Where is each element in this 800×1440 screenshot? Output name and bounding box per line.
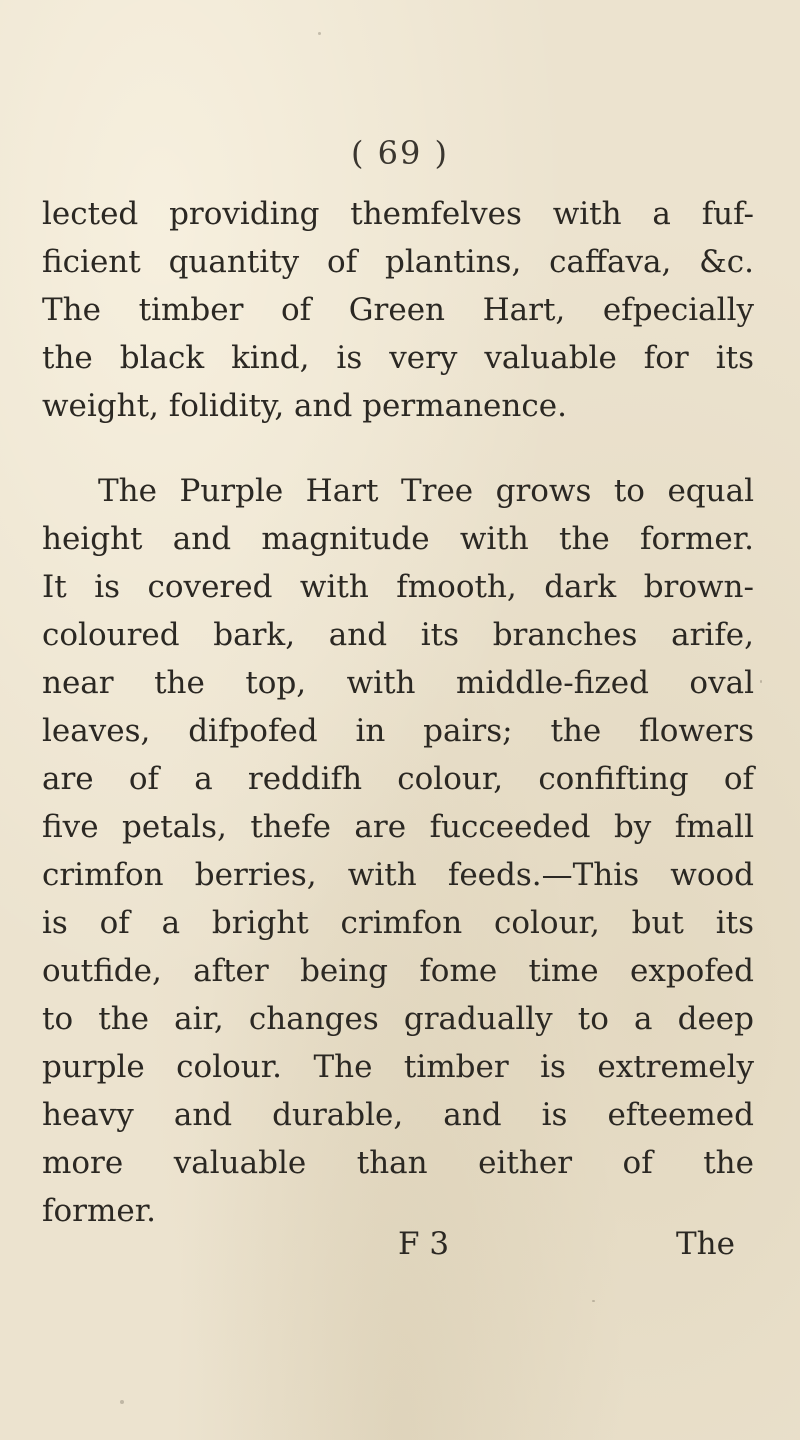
text-line: are of a reddifh colour, confifting of [42, 761, 754, 797]
text-line: lected providing themfelves with a fuf- [42, 196, 754, 232]
text-line: the black kind, is very valuable for its [42, 340, 754, 376]
text-line: to the air, changes gradually to a deep [42, 1001, 754, 1037]
text-line: crimfon berries, with feeds.—This wood [42, 857, 754, 893]
text-line: weight, folidity, and permanence. [42, 388, 567, 424]
paper-speck [120, 1400, 124, 1404]
text-line: leaves, difpofed in pairs; the flowers [42, 713, 754, 749]
text-line: The timber of Green Hart, efpecially [42, 292, 754, 328]
text-line: coloured bark, and its branches arife, [42, 617, 754, 653]
text-line: five petals, thefe are fucceeded by fmall [42, 809, 754, 845]
paragraph-purple-hart [42, 467, 754, 1235]
paper-speck [592, 1300, 595, 1302]
signature-mark: F 3 [398, 1226, 450, 1262]
text-line: near the top, with middle-fized oval [42, 665, 754, 701]
text-line: more valuable than either of the [42, 1145, 754, 1181]
text-line: purple colour. The timber is extremely [42, 1049, 754, 1085]
text-line: The Purple Hart Tree grows to equal [98, 473, 754, 509]
catchword: The [676, 1226, 735, 1262]
paper-speck [318, 32, 321, 35]
page-number: ( 69 ) [350, 134, 450, 172]
text-line: ficient quantity of plantins, caffava, &c. [42, 244, 754, 280]
paper-speck [760, 680, 762, 683]
text-line: heavy and durable, and is efteemed [42, 1097, 754, 1133]
text-line: former. [42, 1193, 156, 1229]
text-line: It is covered with fmooth, dark brown- [42, 569, 754, 605]
page-footer [0, 1222, 800, 1266]
paragraph-green-hart [42, 190, 754, 430]
text-line: is of a bright crimfon colour, but its [42, 905, 754, 941]
text-line: outfide, after being fome time expofed [42, 953, 754, 989]
text-line: height and magnitude with the former. [42, 521, 754, 557]
